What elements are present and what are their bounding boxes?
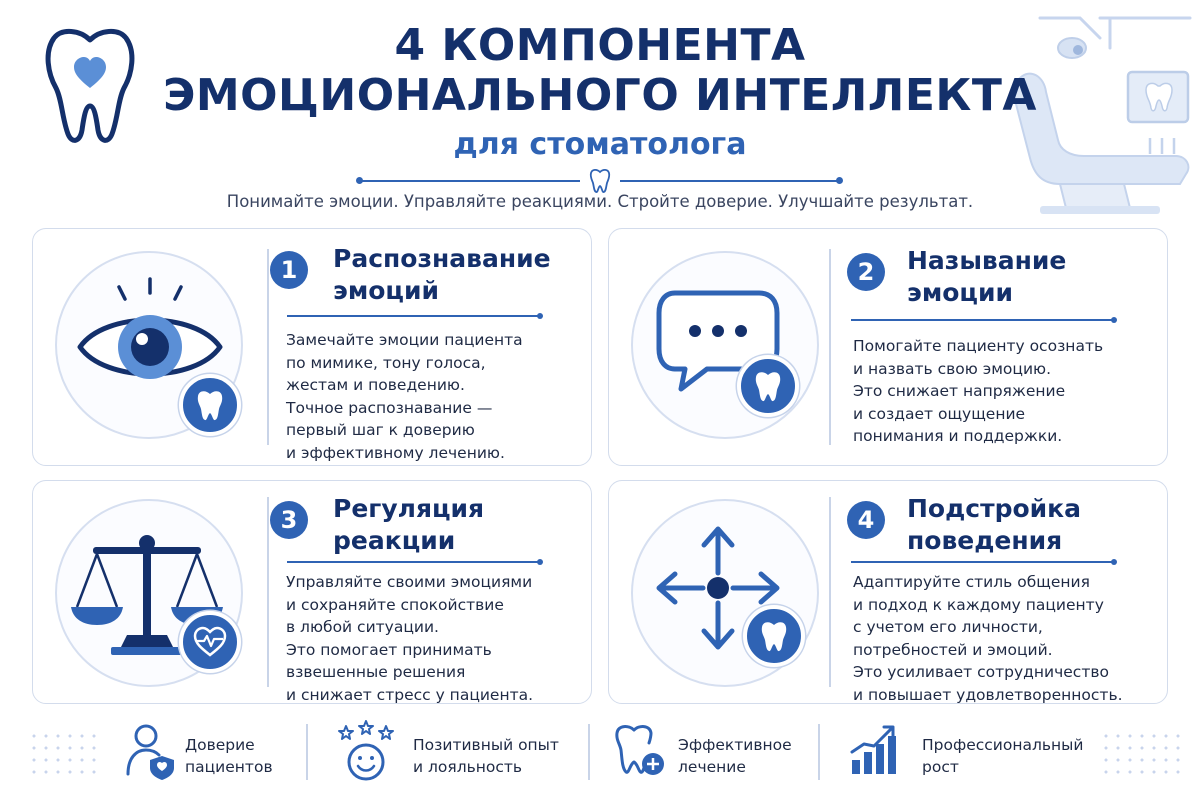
footer-item-experience <box>336 720 576 784</box>
card-number-badge: 2 <box>847 253 885 291</box>
card-title-underline-dot <box>1111 317 1117 323</box>
growth-chart-icon <box>848 722 898 778</box>
card-separator <box>829 497 831 687</box>
footer-label: Эффективное лечение <box>678 736 792 776</box>
card-adaptation <box>608 480 1168 704</box>
header-divider-left <box>360 180 580 182</box>
card-title: Подстройка поведения <box>907 494 1082 555</box>
card-separator <box>829 249 831 445</box>
page-title-line2: ЭМОЦИОНАЛЬНОГО ИНТЕЛЛЕКТА <box>163 70 1037 121</box>
page-subtitle: для стоматолога <box>453 127 747 162</box>
tooth-badge-icon <box>743 605 805 667</box>
card-title: Распознавание эмоций <box>333 244 551 305</box>
card-title-underline <box>851 319 1113 321</box>
card-title-underline-dot <box>537 559 543 565</box>
header-divider-dot-left <box>356 177 363 184</box>
page-title-line1: 4 КОМПОНЕНТА <box>394 20 806 71</box>
tooth-badge-icon <box>179 374 241 436</box>
footer-separator <box>818 724 820 780</box>
tooth-plus-icon <box>612 722 668 780</box>
footer-label: Профессиональный рост <box>922 736 1084 776</box>
card-separator <box>267 497 269 687</box>
footer-item-trust <box>120 720 300 784</box>
tooth-badge-icon <box>737 355 799 417</box>
patient-shield-icon <box>124 722 176 780</box>
dot-pattern-right <box>1100 730 1180 780</box>
card-number-badge: 1 <box>270 251 308 289</box>
card-title-underline-dot <box>1111 559 1117 565</box>
header <box>0 0 1200 225</box>
card-separator <box>267 249 269 445</box>
header-divider-right <box>620 180 840 182</box>
card-number-badge: 4 <box>847 501 885 539</box>
card-recognition <box>32 228 592 466</box>
card-body: Адаптируйте стиль общения и подход к каждому пациенту с учетом его личности, потребностей и эмоций. Это усиливает сотрудничество и повышает удовлетворенность. <box>853 573 1123 704</box>
card-title-underline <box>851 561 1113 563</box>
smiley-stars-icon <box>336 720 396 782</box>
card-body: Управляйте своими эмоциями и сохраняйте спокойствие в любой ситуации. Это помогает принимать взвешенные решения и снижает стресс у пациента. <box>286 573 534 704</box>
card-title-underline <box>287 315 539 317</box>
footer-separator <box>306 724 308 780</box>
footer-label: Позитивный опыт и лояльность <box>413 736 559 776</box>
card-body: Помогайте пациенту осознать и назвать свою эмоцию. Это снижает напряжение и создает ощущение понимания и поддержки. <box>853 337 1104 445</box>
card-title-underline <box>287 561 539 563</box>
footer-item-growth <box>848 720 1098 784</box>
footer-label: Доверие пациентов <box>185 736 273 776</box>
header-divider-dot-right <box>836 177 843 184</box>
footer-separator <box>588 724 590 780</box>
card-regulation <box>32 480 592 704</box>
card-title-underline-dot <box>537 313 543 319</box>
card-title: Регуляция реакции <box>333 494 485 555</box>
divider-tooth-icon <box>589 168 611 194</box>
heart-pulse-badge-icon <box>179 611 241 673</box>
card-number-badge: 3 <box>270 501 308 539</box>
dot-pattern-left <box>28 730 98 780</box>
footer-item-treatment <box>612 720 812 784</box>
card-title: Называние эмоции <box>907 246 1067 307</box>
card-naming <box>608 228 1168 466</box>
card-body: Замечайте эмоции пациента по мимике, тону голоса, жестам и поведению. Точное распознавание — первый шаг к доверию и эффективному лечению. <box>286 331 523 462</box>
tagline: Понимайте эмоции. Управляйте реакциями. Стройте доверие. Улучшайте результат. <box>226 192 974 211</box>
